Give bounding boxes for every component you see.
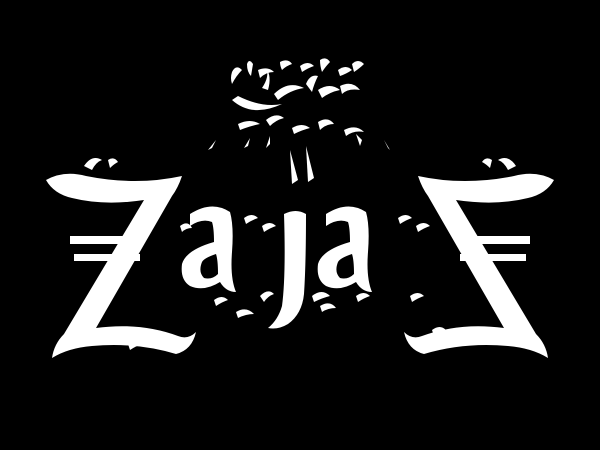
arabic-calligraphy-ornament	[208, 58, 390, 150]
letter-j	[268, 146, 314, 329]
letter-z-right	[404, 158, 554, 358]
letter-z-left	[46, 158, 196, 358]
letter-a-first	[182, 206, 236, 292]
letter-a-second	[318, 206, 372, 292]
